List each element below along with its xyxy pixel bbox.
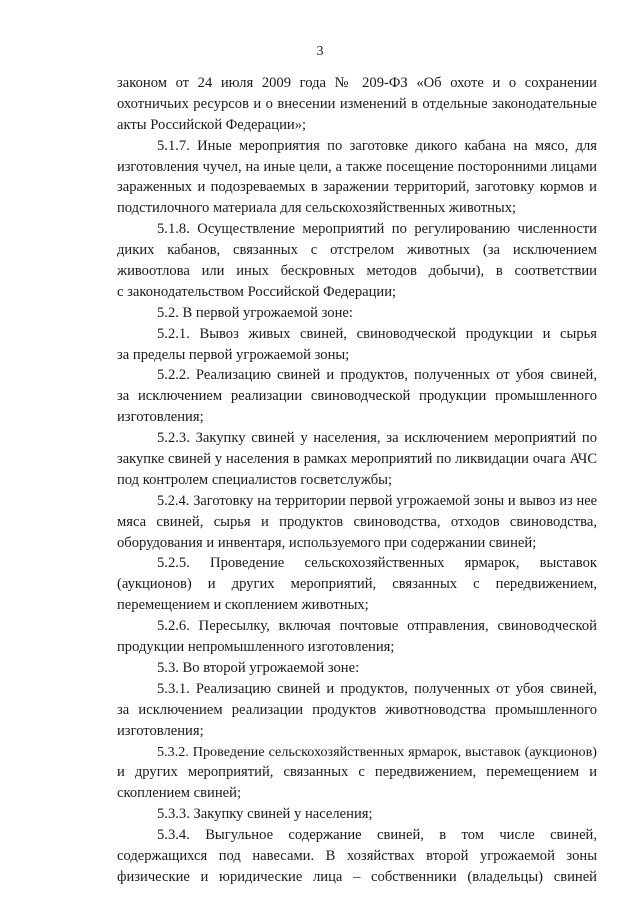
text-line: акты Российской Федерации»;: [117, 116, 307, 133]
text-line: 5.1.8. Осуществление мероприятий по регулированию численности: [157, 221, 597, 238]
text-line: 5.3. Во второй угрожаемой зоне:: [157, 659, 360, 676]
text-line: физические и юридические лица – собственники (владельцы) свиней: [117, 868, 597, 885]
text-line: 5.2.6. Пересылку, включая почтовые отправления, свиноводческой: [157, 618, 597, 635]
text-line: с законодательством Российской Федерации;: [117, 283, 397, 300]
text-line: мяса свиней, сырья и продуктов свиноводства, отходов свиноводства,: [117, 513, 597, 530]
text-line: 5.2. В первой угрожаемой зоне:: [157, 304, 353, 321]
text-line: оборудования и инвентаря, используемого при содержании свиней;: [117, 534, 537, 551]
text-line: перемещением и скоплением животных;: [117, 597, 369, 614]
text-line: за пределы первой угрожаемой зоны;: [117, 346, 350, 363]
text-line: за исключением реализации свиноводческой продукции промышленного: [117, 388, 597, 405]
text-line: содержащихся под навесами. В хозяйствах второй угрожаемой зоны: [117, 847, 597, 864]
text-line: закупке свиней у населения в рамках мероприятий по ликвидации очага АЧС: [117, 451, 597, 468]
text-line: под контролем специалистов госветслужбы;: [117, 471, 393, 488]
text-line: 5.2.4. Заготовку на территории первой угрожаемой зоны и вывоз из нее: [157, 492, 597, 509]
text-line: 5.3.2. Проведение сельскохозяйственных ярмарок, выставок (аукционов): [157, 743, 597, 760]
text-line: 5.2.3. Закупку свиней у населения, за исключением мероприятий по: [157, 430, 597, 447]
text-line: подстилочного материала для сельскохозяйственных животных;: [117, 200, 517, 217]
text-line: изготовления;: [117, 409, 204, 426]
text-line: живоотлова или иных бескровных методов добычи), в соответствии: [117, 263, 597, 280]
text-line: 5.3.4. Выгульное содержание свиней, в том числе свиней,: [157, 827, 597, 844]
text-line: за исключением реализации продуктов животноводства промышленного: [117, 701, 597, 718]
text-line: продукции непромышленного изготовления;: [117, 639, 395, 656]
text-line: скоплением свиней;: [117, 785, 242, 802]
text-line: диких кабанов, связанных с отстрелом животных (за исключением: [117, 242, 597, 259]
text-line: охотничьих ресурсов и о внесении изменений в отдельные законодательные: [117, 95, 597, 112]
text-line: законом от 24 июля 2009 года № 209-ФЗ «Об охоте и о сохранении: [117, 75, 597, 91]
text-line: изготовления;: [117, 722, 204, 739]
text-line: (аукционов) и других мероприятий, связанных с передвижением,: [117, 576, 597, 593]
text-line: 5.2.5. Проведение сельскохозяйственных ярмарок, выставок: [157, 555, 597, 572]
text-line: 5.3.3. Закупку свиней у населения;: [157, 806, 373, 823]
text-line: 5.3.1. Реализацию свиней и продуктов, полученных от убоя свиней,: [157, 680, 597, 697]
text-line: изготовления чучел, на иные цели, а также посещение посторонними лицами: [117, 158, 597, 175]
text-line: зараженных и подозреваемых в заражении территорий, заготовку кормов и: [117, 179, 597, 196]
text-line: 5.2.1. Вывоз живых свиней, свиноводческой продукции и сырья: [157, 325, 597, 342]
text-line: 5.2.2. Реализацию свиней и продуктов, полученных от убоя свиней,: [157, 367, 597, 384]
page-number: 3: [316, 44, 324, 59]
document-body: [117, 73, 597, 888]
text-line: 5.1.7. Иные мероприятия по заготовке дикого кабана на мясо, для: [157, 137, 597, 154]
text-line: и других мероприятий, связанных с передвижением, перемещением и: [117, 764, 597, 781]
